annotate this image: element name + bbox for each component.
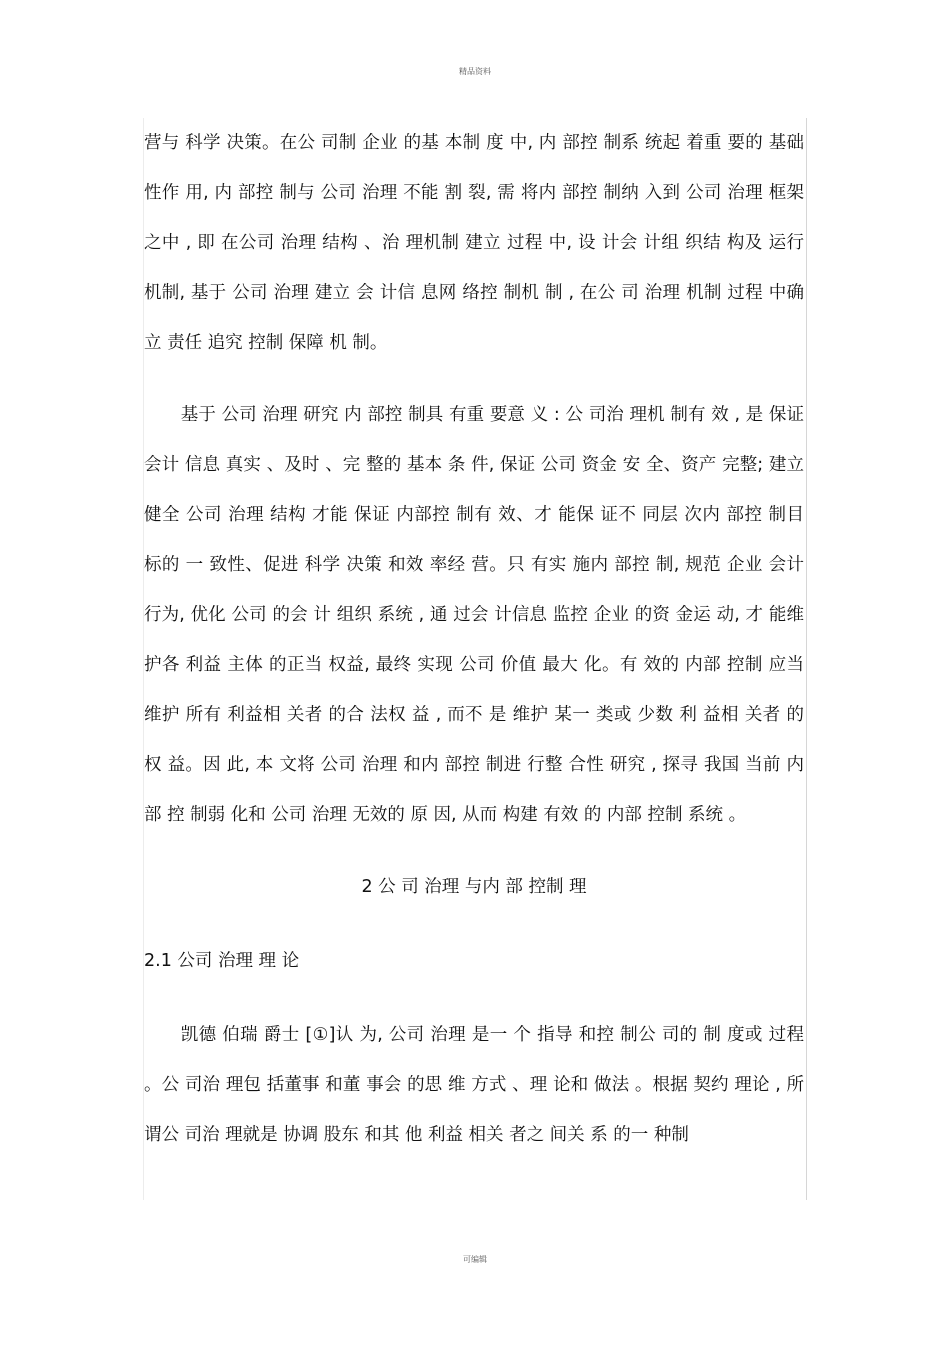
section-heading: 2 公 司 治理 与内 部 控制 理: [361, 877, 587, 897]
page-header-note: 精品资料: [459, 67, 491, 76]
paragraph-significance: 基于 公司 治理 研究 内 部控 制具 有重 要意 义 : 公 司治 理机 制有 效 , 是 保证 会计 信息 真实 、及时 、完 整的 基本 条 件, 保证 公司 资金 安 全、资产 完整; 建立 健全 公司 治理 结构 才能 保证 内部控 制有 效、才 能保 证不 同层 次内 部控 制目 标的 一 致性、促进 科学 决策 和效 率经 营。只 有实 施内 部控 制, 规范 企业 会计 行为, 优化 公司 的会 计 组织 系统 , 通 过会 计信息 监控 企业 的资 金运 动, 才 能维 护各 利益 主体 的正当 权益, 最终 实现 公司 价值 最大 化。有 效的 内部 控制 应当 维护 所有 利益相 关者 的合 法权 益 , 而不 是 维护 某一 类或 少数 利 益相 关者 的权 益。因 此, 本 文将 公司 治理 和内 部控 制进 行整 合性 研究 , 探寻 我国 当前 内部 控 制弱 化和 公司 治理 无效的 原 因, 从而 构建 有效 的 内部 控制 系统 。: [144, 405, 804, 825]
paragraph-continued: 营与 科学 决策。在公 司制 企业 的基 本制 度 中, 内 部控 制系 统起 着重 要的 基础 性作 用, 内 部控 制与 公司 治理 不能 割 裂, 需 将内 部控 制纳 入到 公司 治理 框架 之中 , 即 在公司 治理 结构 、治 理机制 建立 过程 中, 设 计会 计组 织结 构及 运行 机制, 基于 公司 治理 建立 会 计信 息网 络控 制机 制 , 在公 司 治理 机制 过程 中确 立 责任 追究 控制 保障 机 制。: [144, 133, 804, 353]
subsection-heading: 2.1 公司 治理 理 论: [144, 951, 300, 971]
document-body: [144, 118, 804, 1160]
page-footer-note: 可编辑: [463, 1255, 487, 1264]
paragraph-definition: 凯德 伯瑞 爵士 [①]认 为, 公司 治理 是一 个 指导 和控 制公 司的 制 度或 过程 。公 司治 理包 括董事 和董 事会 的思 维 方式 、理 论和 做法 。根据 契约 理论 , 所 谓公 司治 理就是 协调 股东 和其 他 利益 相关 者之 间关 系 的一 种制: [144, 1025, 804, 1145]
